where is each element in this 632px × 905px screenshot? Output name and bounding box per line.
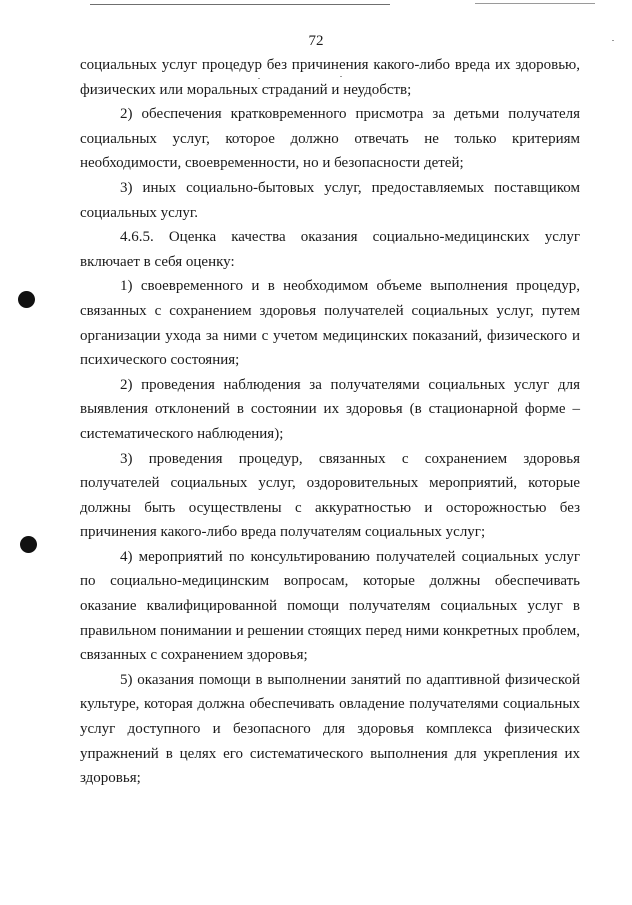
paragraph-section-4-6-5: 4.6.5. Оценка качества оказания социально-медицинских услуг включает в себя оценку: (80, 229, 580, 270)
paragraph-item-4-consulting: 4) мероприятий по консультированию получателей социальных услуг по социально-медицинским вопросам, которые должны обеспечивать оказание квалифицированной помощи получателям социальных услуг в правильном понимании и решении стоящих перед ними конкретных проблем, связанных с сохранением здоровья; (80, 548, 580, 664)
punch-hole-lower (20, 536, 37, 553)
paragraph-item-3-other-services: 3) иных социально-бытовых услуг, предоставляемых поставщиком социальных услуг. (80, 179, 580, 221)
top-edge-line-right (475, 3, 595, 4)
document-body (80, 53, 580, 791)
page-number: 72 (308, 33, 324, 49)
paragraph-item-2-childcare: 2) обеспечения кратковременного присмотра за детьми получателя социальных услуг, которое должно отвечать не только критериям необходимости, своевременности, но и безопасности детей; (80, 106, 580, 172)
paragraph-item-5-physical-culture: 5) оказания помощи в выполнении занятий по адаптивной физической культуре, которая должна обеспечивать овладение получателями социальных услуг доступного и безопасного для здоровья комплекса физических упражнений в целях его систематического выполнения для укрепления их здоровья; (80, 671, 580, 787)
scan-speck (258, 78, 260, 79)
scan-speck (340, 76, 342, 77)
paragraph-item-1-procedures: 1) своевременного и в необходимом объеме выполнения процедур, связанных с сохранением здоровья получателей социальных услуг, путем организации ухода за ними с учетом медицинских показаний, физического и психического состояния; (80, 278, 580, 369)
paragraph-item-2-observation: 2) проведения наблюдения за получателями социальных услуг для выявления отклонений в состоянии их здоровья (в стационарной форме – систематического наблюдения); (80, 376, 580, 442)
top-edge-line (90, 4, 390, 5)
paragraph-continuation: социальных услуг процедур без причинения какого-либо вреда их здоровью, физических или моральных страданий и неудобств; (80, 57, 580, 98)
scan-speck (612, 40, 614, 41)
punch-hole-upper (18, 291, 35, 308)
paragraph-item-3-health-procedures: 3) проведения процедур, связанных с сохранением здоровья получателей социальных услуг, оздоровительных мероприятий, которые должны быть осуществлены с аккуратностью и осторожностью без причинения какого-либо вреда получателям социальных услуг; (80, 450, 580, 541)
